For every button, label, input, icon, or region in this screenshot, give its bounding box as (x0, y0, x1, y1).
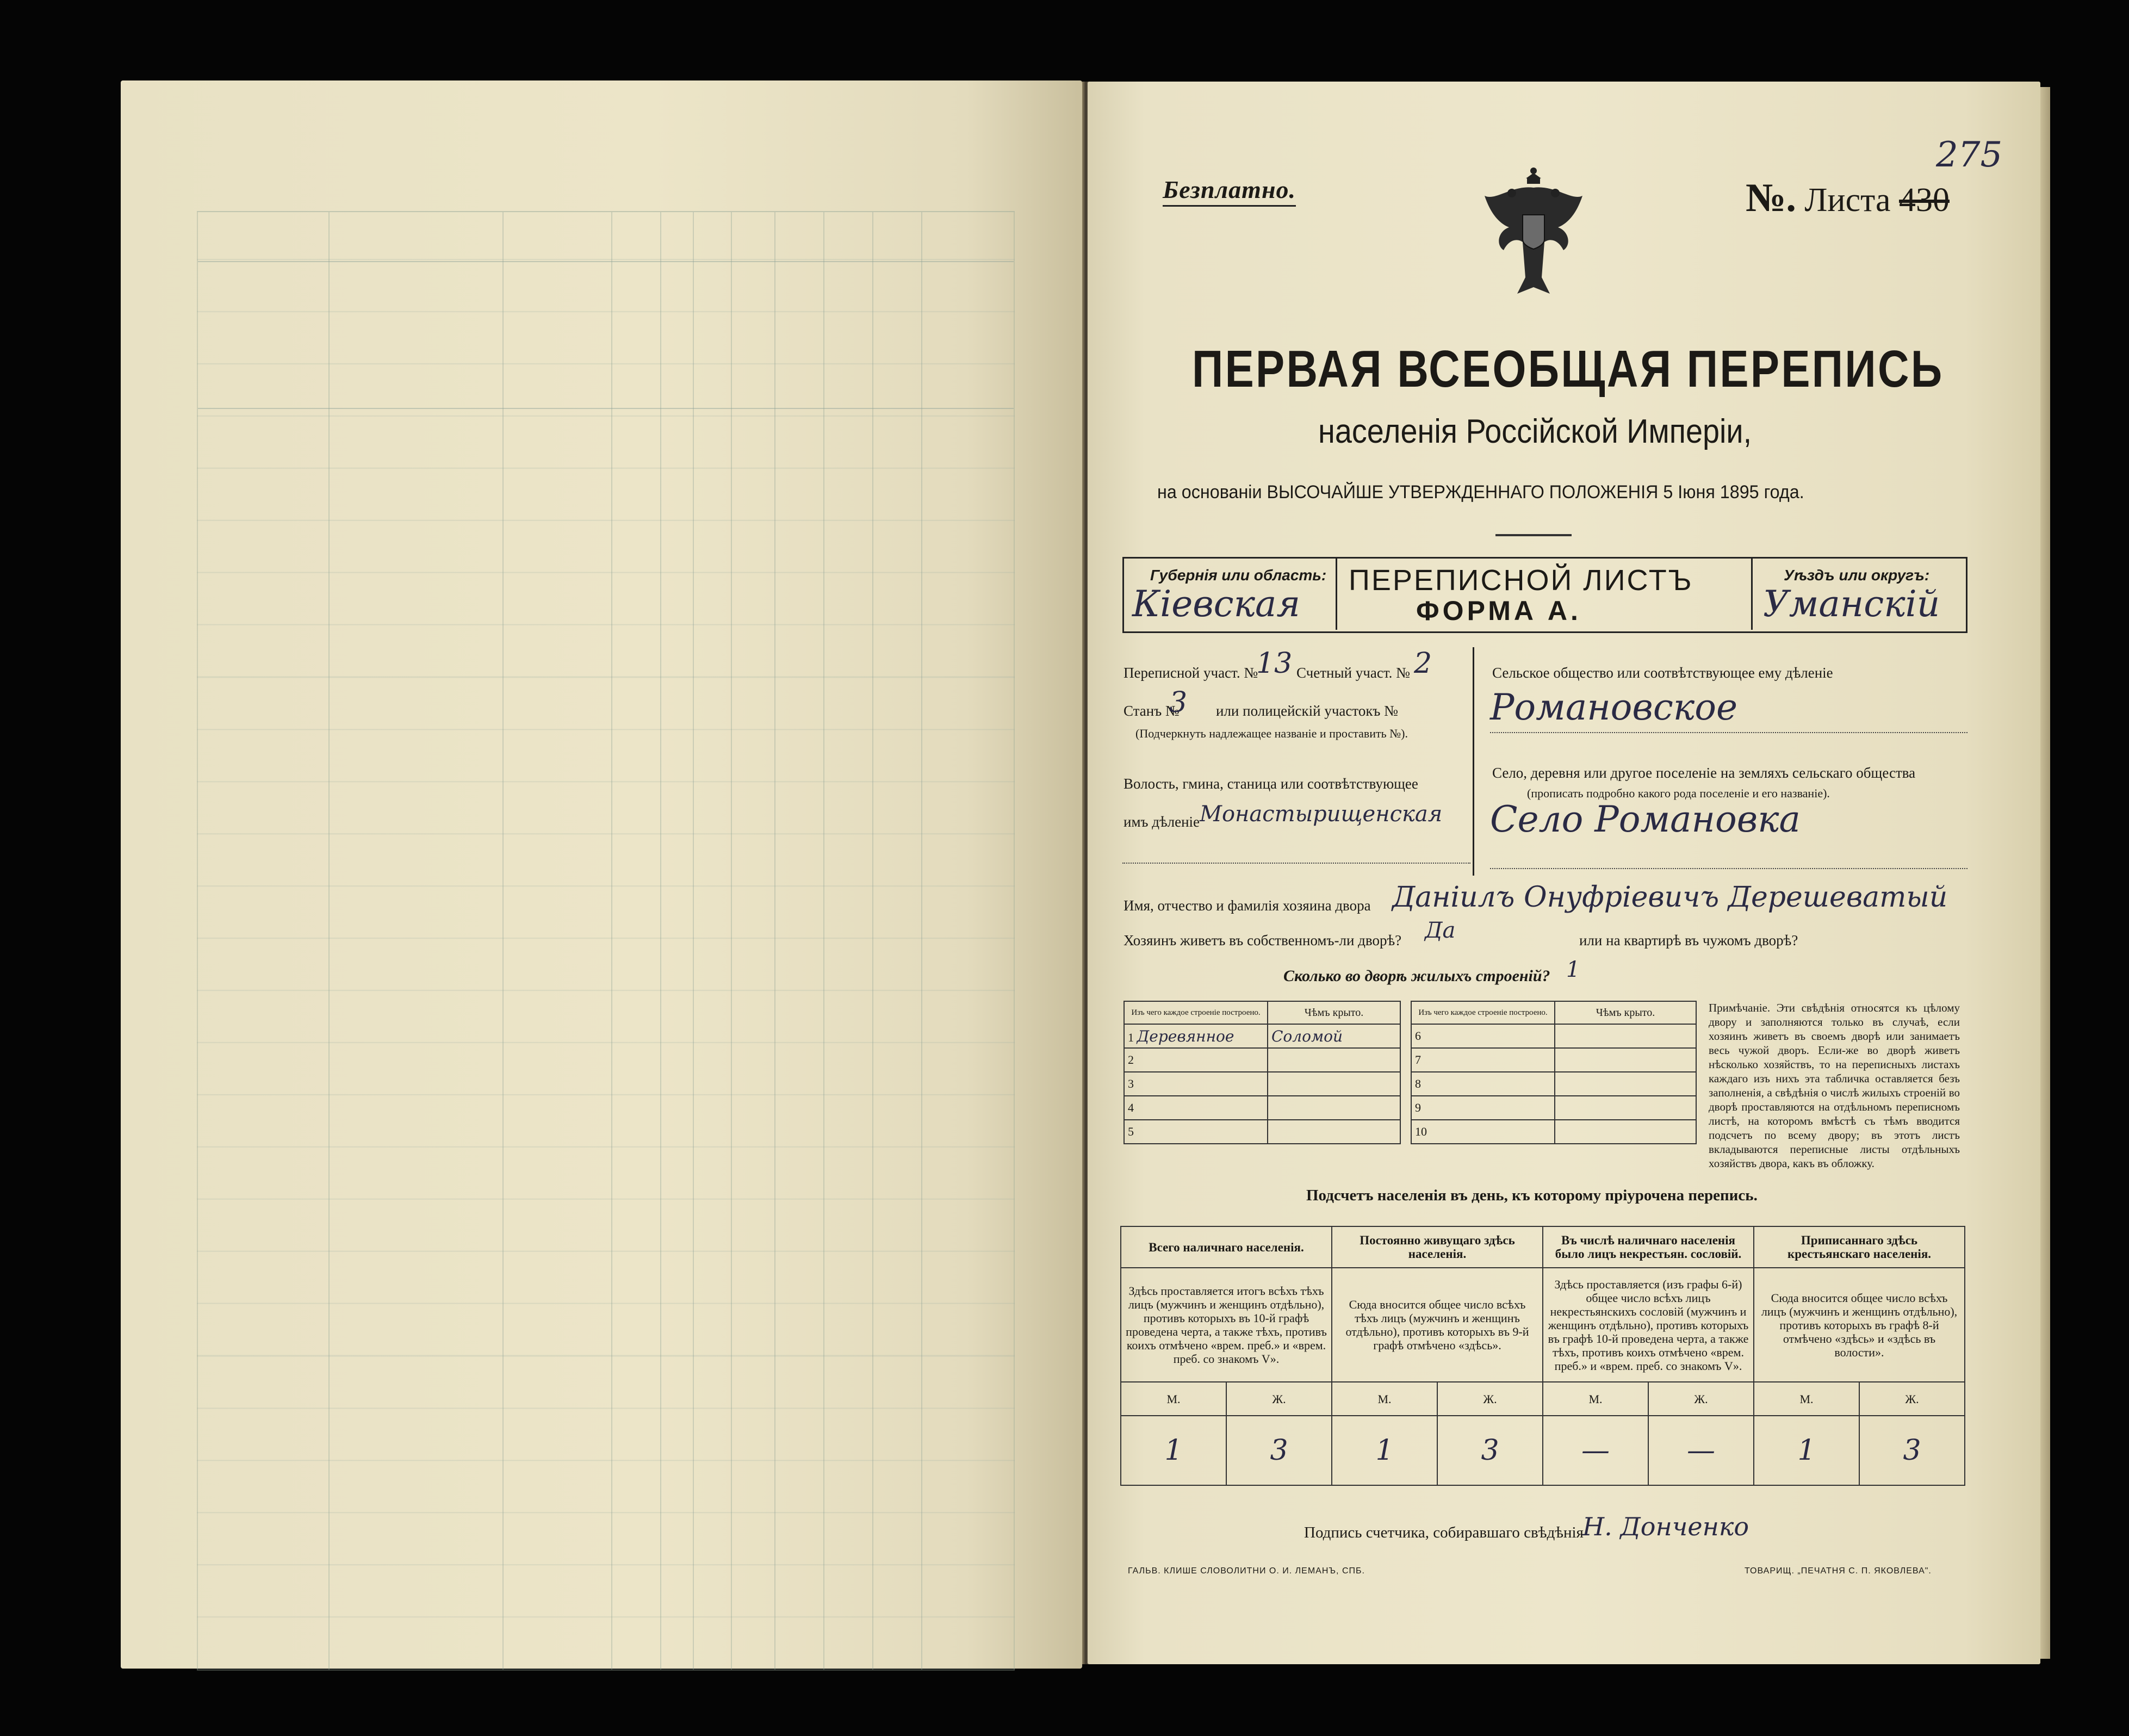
form-title: ПЕРВАЯ ВСЕОБЩАЯ ПЕРЕПИСЬ (1192, 340, 1944, 398)
enumerator-signature: Н. Донченко (1582, 1512, 1749, 1541)
stan-value: 3 (1169, 686, 1188, 719)
owner-label: Имя, отчество и фамилія хозяина двора (1124, 897, 1371, 914)
printer-mark-right: ТОВАРИЩ. „ПЕЧАТНЯ С. П. ЯКОВЛЕВА". (1745, 1566, 1932, 1576)
province-label: Губернія или область: (1150, 567, 1327, 584)
col-roof: Чѣмъ крыто. (1268, 1001, 1400, 1024)
sheet-number-printed: 430 (1899, 182, 1950, 219)
col-roof-right: Чѣмъ крыто. (1555, 1001, 1696, 1024)
roof-value: Соломой (1271, 1027, 1343, 1045)
permanent-male: 1 (1332, 1416, 1437, 1485)
table-row: 8 (1411, 1072, 1696, 1096)
bleed-through-grid (197, 211, 1015, 1671)
owner-value: Даніилъ Онуфріевичъ Дерешеватый (1392, 881, 1948, 914)
table-row: 4 (1124, 1096, 1400, 1120)
total-male: 1 (1121, 1416, 1226, 1485)
number-sign: №. (1746, 176, 1796, 220)
peasant-male: 1 (1754, 1416, 1859, 1485)
col-material: Изъ чего каждое строеніе построено. (1124, 1001, 1268, 1024)
col-material-right: Изъ чего каждое строеніе построено. (1411, 1001, 1555, 1024)
buildings-label: Сколько во дворѣ жилыхъ строеній? (1283, 967, 1550, 985)
table-row: 1 Деревянное Соломой (1124, 1024, 1400, 1048)
table-row: 9 (1411, 1096, 1696, 1120)
m-label: М. (1332, 1382, 1437, 1416)
group-permanent-desc: Сюда вносится общее число всѣхъ тѣхъ лицъ (мужчинъ и женщинъ отдѣльно), противъ которыхъ въ 9-й графѣ отмѣчено «здѣсь». (1332, 1268, 1543, 1382)
group-nonpeasant-desc: Здѣсь проставляется (изъ графы 6-й) общее число всѣхъ лицъ некрестьянскихъ сословій (мужчинъ и женщинъ отдѣльно), противъ которыхъ въ графѣ 10-й проведена черта, а также тѣхъ, противъ коихъ отмѣчено «врем. преб.» и «врем. преб. со знакомъ V». (1543, 1268, 1754, 1382)
form-subtitle: населенія Россійской Имперіи, (1318, 413, 1752, 450)
page-edge (2040, 87, 2050, 1659)
volost-extra-line (1122, 863, 1470, 864)
district-value: Уманскій (1763, 583, 1940, 625)
printer-mark-left: ГАЛЬВ. КЛИШЕ СЛОВОЛИТНИ О. И. ЛЕМАНЪ, СПБ. (1128, 1566, 1365, 1576)
ornament-divider (1495, 534, 1572, 536)
village-line (1490, 868, 1967, 869)
rent-label: или на квартирѣ въ чужомъ дворѣ? (1579, 932, 1798, 948)
table-row: 7 (1411, 1048, 1696, 1072)
form-sheet-title: ПЕРЕПИСНОЙ ЛИСТЪ (1349, 564, 1693, 597)
own-yard-value: Да (1425, 918, 1456, 943)
table-row: 5 (1124, 1120, 1400, 1144)
district-label: Уѣздъ или округъ: (1784, 567, 1930, 584)
own-yard-label: Хозяинъ живетъ въ собственномъ-ли дворѣ? (1124, 932, 1402, 948)
police-label: или полицейскій участокъ № (1216, 703, 1398, 719)
left-page (121, 80, 1082, 1669)
society-label: Сельское общество или соотвѣтствующее ему дѣленіе (1492, 665, 1833, 681)
free-label: Безплатно. (1163, 175, 1296, 207)
m-label: М. (1121, 1382, 1226, 1416)
legal-basis: на основаніи ВЫСОЧАЙШЕ УТВЕРЖДЕННАГО ПОЛОЖЕНІЯ 5 Іюня 1895 года. (1157, 482, 1804, 503)
population-heading: Подсчетъ населенія въ день, къ которому пріурочена перепись. (1306, 1187, 1758, 1204)
volost-label-1: Волость, гмина, станица или соотвѣтствующее (1124, 776, 1418, 792)
form-type: ФОРМА А. (1416, 596, 1581, 626)
f-label: Ж. (1437, 1382, 1543, 1416)
count-section-value: 2 (1414, 647, 1432, 680)
table-row: 6 (1411, 1024, 1696, 1048)
society-line (1490, 732, 1967, 733)
count-section-label: Счетный участ. № (1296, 665, 1410, 681)
table-row: 10 (1411, 1120, 1696, 1144)
volost-value: Монастырищенская (1200, 802, 1443, 827)
group-peasant-desc: Сюда вносится общее число всѣхъ лицъ (мужчинъ и женщинъ отдѣльно), противъ которыхъ въ графѣ 8-й отмѣчено «здѣсь» и «здѣсь въ волости». (1754, 1268, 1965, 1382)
volost-label-2: имъ дѣленіе (1124, 814, 1200, 830)
table-row: 3 (1124, 1072, 1400, 1096)
f-label: Ж. (1226, 1382, 1332, 1416)
peasant-female: 3 (1859, 1416, 1965, 1485)
sheet-label: Листа (1804, 182, 1891, 219)
group-peasant-title: Приписаннаго здѣсь крестьянскаго населенія. (1754, 1226, 1965, 1268)
population-table (1120, 1226, 1965, 1486)
group-total-title: Всего наличнаго населенія. (1121, 1226, 1332, 1268)
buildings-table-left (1124, 1001, 1401, 1144)
permanent-female: 3 (1437, 1416, 1543, 1485)
nonpeasant-male: — (1543, 1416, 1648, 1485)
f-label: Ж. (1859, 1382, 1965, 1416)
village-note: (прописать подробно какого рода поселеніе и его названіе). (1527, 786, 1830, 800)
group-total-desc: Здѣсь проставляется итогъ всѣхъ тѣхъ лицъ (мужчинъ и женщинъ отдѣльно), противъ которыхъ въ 10-й графѣ проведена черта, а также тѣхъ, противъ коихъ отмѣчено «врем. преб.» и «врем. преб. со знакомъ V». (1121, 1268, 1332, 1382)
census-section-label: Переписной участ. № (1124, 665, 1258, 681)
group-permanent-title: Постоянно живущаго здѣсь населенія. (1332, 1226, 1543, 1268)
imperial-eagle-emblem (1479, 163, 1588, 307)
village-label: Село, деревня или другое поселеніе на земляхъ сельскаго общества (1492, 765, 1916, 781)
buildings-value: 1 (1566, 957, 1580, 982)
m-label: М. (1754, 1382, 1859, 1416)
table-row: 2 (1124, 1048, 1400, 1072)
nonpeasant-female: — (1648, 1416, 1754, 1485)
sheet-number-handwritten: 275 (1936, 135, 2003, 175)
group-nonpeasant-title: Въ числѣ наличнаго населенія было лицъ некрестьян. сословій. (1543, 1226, 1754, 1268)
province-value: Кіевская (1132, 583, 1301, 625)
buildings-table-right (1411, 1001, 1697, 1144)
footnote: Примѣчаніе. Эти свѣдѣнія относятся къ цѣлому двору и заполняются только въ случаѣ, если хозяинъ живетъ въ своемъ дворѣ или занимаетъ весь чужой дворъ. Если-же во дворѣ живетъ нѣсколько хозяйствъ, то на переписныхъ листахъ каждаго изъ нихъ эта табличка оставляется безъ заполненія, а свѣдѣнія о числѣ жилыхъ строеній во дворѣ проставляются на отдѣльномъ переписномъ листѣ, на которомъ вмѣстѣ съ тѣмъ вводится подсчетъ по всему двору; въ этотъ листъ вкладываются переписные листы отдѣльныхъ хозяйствъ двора, какъ въ обложку. (1709, 1001, 1960, 1170)
m-label: М. (1543, 1382, 1648, 1416)
stan-note: (Подчеркнуть надлежащее названіе и проставить №). (1135, 727, 1408, 740)
stan-label: Станъ № (1124, 703, 1180, 719)
material-value: Деревянное (1137, 1027, 1234, 1045)
f-label: Ж. (1648, 1382, 1754, 1416)
society-value: Романовское (1490, 686, 1738, 728)
signature-label: Подпись счетчика, собиравшаго свѣдѣнія (1304, 1524, 1584, 1541)
village-value: Село Романовка (1490, 798, 1801, 840)
total-female: 3 (1226, 1416, 1332, 1485)
sheet-number (1746, 175, 1950, 221)
census-section-value: 13 (1256, 647, 1293, 680)
